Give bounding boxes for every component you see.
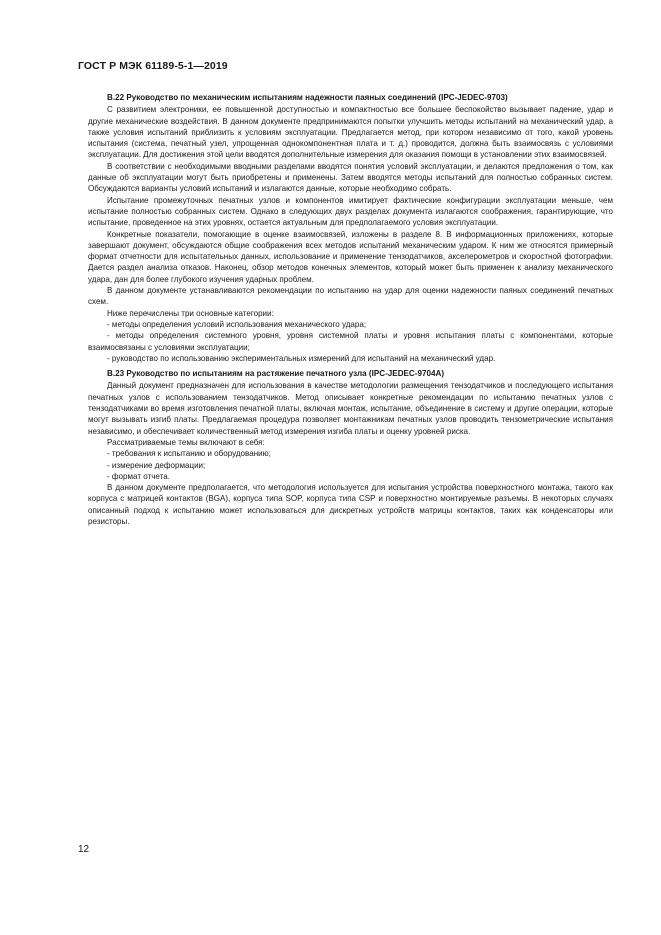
paragraph: С развитием электроники, ее повышенной доступностью и компактностью все большее беспокойство вызывает падение, удар и другие механические воздействия. В данном документе предпринимаются попытки улучшить методы испытаний на механический удар, а также условия испытаний приблизить к условиям эксплуатации. Предлагается метод, при котором независимо от того, какой уровень испытания (система, печатный узел, упрощенная однокомпонентная плата и т. д.) проводится, должна быть взаимосвязь с условиями эксплуатации. Для достижения этой цели вводятся дополнительные измерения для оказания помощи в установлении этих взаимосвязей. — [88, 105, 613, 160]
paragraph: В данном документе предполагается, что методология используется для испытания устройства поверхностного монтажа, такого как корпуса с матрицей контактов (BGA), корпуса типа SOP, корпуса типа CSP и поверхностно монтируемые разъемы. В некоторых случаях описанный подход к испытанию может использоваться для дискретных устройств матрицы контактов, таких как конденсаторы или резисторы. — [88, 483, 613, 526]
section-heading-b23: B.23 Руководство по испытаниям на растяжение печатного узла (IPC-JEDEC-9704A) — [107, 369, 445, 379]
page-header-standard-number: ГОСТ Р МЭК 61189-5-1—2019 — [78, 60, 228, 72]
document-body — [88, 92, 613, 527]
page-number: 12 — [78, 844, 90, 855]
list-item: - методы определения системного уровня, уровня системной платы и уровня испытания платы с компонентами, которые взаимосвязаны с условиями эксплуатации; — [88, 331, 613, 352]
list-item: - требования к испытанию и оборудованию; — [107, 449, 271, 459]
paragraph: В соответствии с необходимыми вводными разделами вводятся понятия условий эксплуатации, и делаются предложения о том, как данные об эксплуатации могут быть приобретены и применены. Затем вводятся методы испытаний для полностью собранных систем. Обсуждаются варианты условий испытаний и излагаются данные, которые необходимо собрать. — [88, 161, 613, 194]
paragraph: Рассматриваемые темы включают в себя: — [107, 437, 265, 447]
paragraph: Данный документ предназначен для использования в качестве методологии размещения тензодатчиков и последующего испытания печатных узлов с использованием тензодатчиков. Метод описывает конкретные рекомендации по испытанию печатных узлов с тензодатчиками во время изготовления печатной платы, включая монтаж, испытание, объединение в систему и другие операции, которые могут вызывать изгиб платы. Предлагаемая процедура позволяет монтажникам печатных узлов проводить тензометрические испытания независимо, и обеспечивает количественный метод измерения изгиба платы и оценку уровней риска. — [88, 381, 613, 436]
list-item: - измерение деформации; — [107, 460, 206, 470]
paragraph: Ниже перечислены три основные категории: — [107, 308, 274, 318]
paragraph: Испытание промежуточных печатных узлов и компонентов имитирует фактические конфигурации эксплуатации меньше, чем испытание полностью собранных систем. Однако в следующих двух разделах документа излагаются соображения, гарантирующие, что испытание, проведенное на этих уровнях, остается актуальным для предполагаемого условия эксплуатации. — [88, 195, 613, 228]
list-item: - руководство по использованию экспериментальных измерений для испытаний на механический удар. — [107, 353, 496, 363]
list-item: - формат отчета. — [107, 471, 170, 481]
section-heading-b22: B.22 Руководство по механическим испытаниям надежности паяных соединений (IPC-JEDEC-9703) — [107, 93, 508, 102]
list-item: - методы определения условий использования механического удара; — [107, 319, 367, 329]
paragraph: Конкретные показатели, помогающие в оценке взаимосвязей, изложены в разделе 8. В информационных приложениях, которые завершают документ, обсуждаются общие соображения всех методов испытаний механическим ударом. К ним же относятся примерный формат отчетности для испытательных данных, использование и применение тензодатчиков, акселерометров и скоростной фотографии. Дается раздел анализа отказов. Наконец, обзор методов конечных элементов, который может быть применен к анализу механического удара, дан для более глубокого изучения ударных проблем. — [88, 229, 613, 284]
paragraph: В данном документе устанавливаются рекомендации по испытанию на удар для оценки надежности паяных соединений печатных схем. — [88, 286, 613, 307]
